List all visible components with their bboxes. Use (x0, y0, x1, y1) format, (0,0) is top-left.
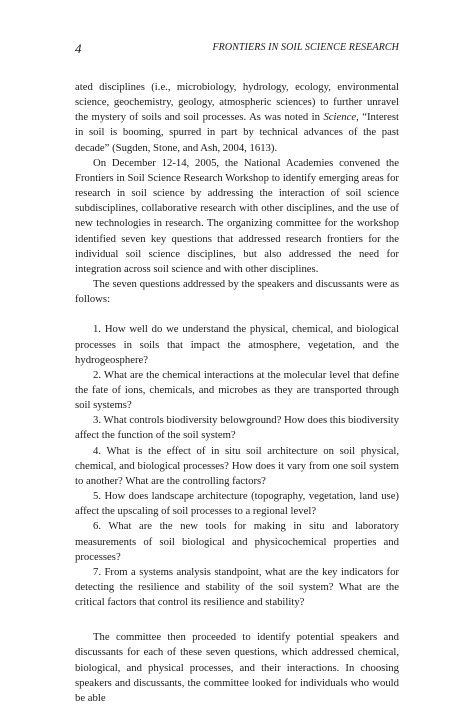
page-number: 4 (75, 41, 82, 56)
paragraph-intro-text-b: , “Interest in soil is booming, spurred in part by technical advances of the past decade” (Sugden, Stone, and Ash, 2004, 1613). (75, 111, 399, 154)
journal-title-science: Science (323, 111, 357, 124)
running-head: FRONTIERS IN SOIL SCIENCE RESEARCH (212, 42, 399, 53)
question-item: 5. How does landscape architecture (topography, vegetation, land use) affect the upscaling of soil processes to a regional level? (75, 490, 399, 518)
question-item: 1. How well do we understand the physical, chemical, and biological processes in soils that impact the atmosphere, vegetation, and the hydrogeosphere? (75, 323, 399, 366)
question-item: 7. From a systems analysis standpoint, what are the key indicators for detecting the resilience and stability of the soil system? What are the critical factors that control its resilience and stability? (75, 565, 399, 609)
spacer (75, 610, 399, 630)
question-item: 6. What are the new tools for making in situ and laboratory measurements of soil biological and physicochemical properties and processes? (75, 520, 399, 563)
paragraph-questions-intro: The seven questions addressed by the speakers and discussants were as follows: (75, 278, 399, 306)
paragraph-intro-continued (75, 80, 399, 156)
question-item: 3. What controls biodiversity belowground? How does this biodiversity affect the function of the soil system? (75, 414, 399, 442)
paragraph-intro-text-a: ated disciplines (i.e., microbiology, hydrology, ecology, environmental science, geochemistry, geology, atmospheric sciences) to further unravel the mystery of soils and soil processes. As was noted in (75, 81, 399, 124)
body-text (75, 80, 399, 706)
spacer (75, 307, 399, 322)
question-item: 4. What is the effect of in situ soil architecture on soil physical, chemical, and biological processes? How does it vary from one soil system to another? What are the controlling factors? (75, 444, 399, 487)
page-header (75, 41, 399, 57)
question-item: 2. What are the chemical interactions at the molecular level that define the fate of ions, chemicals, and microbes as they are transported through soil systems? (75, 368, 399, 412)
paragraph-workshop: On December 12-14, 2005, the National Academies convened the Frontiers in Soil Science Research Workshop to identify emerging areas for research in soil science by addressing the interaction of soil science subdisciplines, collaborative research with other disciplines, and the use of new technologies in research. The organizing committee for the workshop identified seven key questions that addressed research frontiers for the individual soil science disciplines, but also addressed the need for integration across soil science and with other disciplines. (75, 156, 399, 275)
paragraph-committee: The committee then proceeded to identify potential speakers and discussants for each of these seven questions, which addressed chemical, biological, and physical processes, and their interactions. In choosing speakers and discussants, the committee looked for individuals who would be able (75, 631, 399, 704)
